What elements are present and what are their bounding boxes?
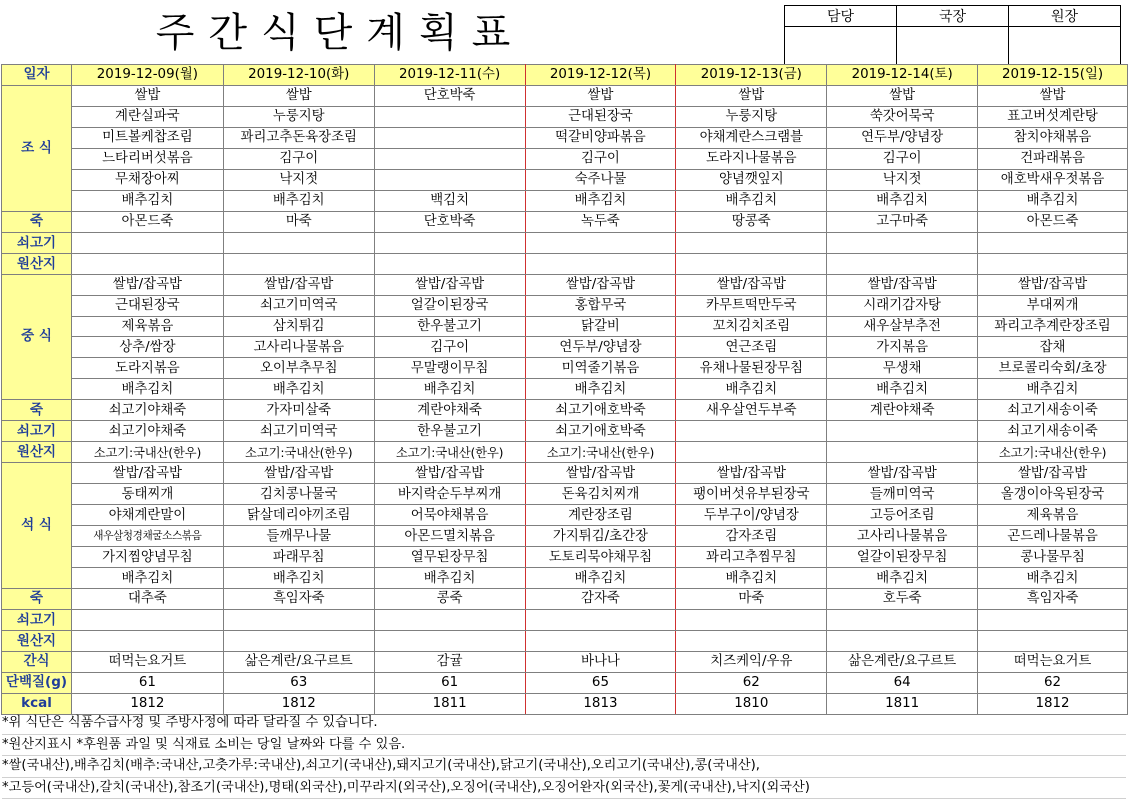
breakfast-origin-row	[2, 232, 1128, 253]
menu-cell: 계란장조림	[525, 505, 676, 526]
menu-cell: 백김치	[374, 190, 525, 211]
menu-cell: 쌀밥/잡곡밥	[827, 463, 978, 484]
origin-label-origin: 원산지	[2, 253, 72, 274]
date-cell: 2019-12-13(금)	[676, 65, 827, 86]
menu-cell: 낙지젓	[223, 169, 374, 190]
menu-cell: 배추김치	[525, 568, 676, 589]
date-cell: 2019-12-14(토)	[827, 65, 978, 86]
porridge-label: 죽	[2, 211, 72, 232]
menu-cell: 쌀밥	[827, 85, 978, 106]
snack-cell: 떠먹는요거트	[978, 651, 1128, 672]
menu-cell: 배추김치	[71, 379, 223, 400]
protein-cell: 65	[525, 672, 676, 693]
breakfast-row	[2, 85, 1128, 106]
note-line: *쌀(국내산),배추김치(배추:국내산,고춧가루:국내산),쇠고기(국내산),돼지고기(국내산),닭고기(국내산),오리고기(국내산),콩(국내산),	[2, 756, 1126, 778]
origin-source-cell	[827, 442, 978, 463]
porridge-cell: 마죽	[676, 589, 827, 610]
empty-cell	[676, 609, 827, 630]
empty-cell	[827, 609, 978, 630]
porridge-cell: 흑임자죽	[978, 589, 1128, 610]
date-cell: 2019-12-11(수)	[374, 65, 525, 86]
menu-cell: 도라지볶음	[71, 358, 223, 379]
menu-cell: 쌀밥/잡곡밥	[525, 274, 676, 295]
weekly-menu-table	[1, 64, 1128, 715]
origin-dish-cell	[827, 421, 978, 442]
menu-cell: 한우불고기	[374, 316, 525, 337]
snack-cell: 감귤	[374, 651, 525, 672]
porridge-cell: 계란야채죽	[374, 400, 525, 421]
menu-cell: 홍합무국	[525, 295, 676, 316]
menu-cell: 상추/쌈장	[71, 337, 223, 358]
menu-cell: 가지찜양념무침	[71, 547, 223, 568]
menu-cell: 올갱이아욱된장국	[978, 484, 1128, 505]
menu-cell: 참치야채볶음	[978, 127, 1128, 148]
menu-cell: 낙지젓	[827, 169, 978, 190]
porridge-cell: 흑임자죽	[223, 589, 374, 610]
kcal-row	[2, 693, 1128, 714]
dinner-row	[2, 547, 1128, 568]
menu-cell: 배추김치	[676, 379, 827, 400]
origin-source-cell: 소고기:국내산(한우)	[525, 442, 676, 463]
porridge-cell: 콩죽	[374, 589, 525, 610]
kcal-cell: 1811	[374, 693, 525, 714]
menu-cell: 애호박새우젓볶음	[978, 169, 1128, 190]
porridge-cell: 녹두죽	[525, 211, 676, 232]
porridge-cell: 가자미살죽	[223, 400, 374, 421]
approval-label-director: 국장	[897, 6, 1009, 27]
menu-cell: 쌀밥/잡곡밥	[374, 463, 525, 484]
menu-cell: 감자조림	[676, 526, 827, 547]
menu-cell: 배추김치	[525, 379, 676, 400]
origin-label-beef: 쇠고기	[2, 421, 72, 442]
menu-cell: 김구이	[223, 148, 374, 169]
empty-cell	[525, 253, 676, 274]
menu-cell: 배추김치	[223, 379, 374, 400]
kcal-cell: 1812	[978, 693, 1128, 714]
menu-cell: 쌀밥/잡곡밥	[223, 463, 374, 484]
breakfast-row	[2, 127, 1128, 148]
notes	[2, 713, 1126, 799]
empty-cell	[223, 232, 374, 253]
menu-cell: 곤드레나물볶음	[978, 526, 1128, 547]
date-cell: 2019-12-09(월)	[71, 65, 223, 86]
menu-cell: 배추김치	[374, 379, 525, 400]
approval-label-head: 원장	[1009, 6, 1121, 27]
origin-label-beef: 쇠고기	[2, 232, 72, 253]
empty-cell	[978, 232, 1128, 253]
porridge-cell: 호두죽	[827, 589, 978, 610]
menu-cell: 배추김치	[676, 190, 827, 211]
menu-cell: 양념깻잎지	[676, 169, 827, 190]
dinner-porridge-row	[2, 589, 1128, 610]
dinner-row	[2, 484, 1128, 505]
dinner-origin-row	[2, 609, 1128, 630]
menu-cell: 야채계란말이	[71, 505, 223, 526]
porridge-cell: 계란야채죽	[827, 400, 978, 421]
snack-cell: 치즈케익/우유	[676, 651, 827, 672]
empty-cell	[71, 630, 223, 651]
dinner-row	[2, 505, 1128, 526]
menu-cell: 계란실파국	[71, 106, 223, 127]
menu-cell: 김치콩나물국	[223, 484, 374, 505]
protein-cell: 61	[71, 672, 223, 693]
empty-cell	[978, 253, 1128, 274]
menu-cell: 도토리묵야채무침	[525, 547, 676, 568]
breakfast-row	[2, 106, 1128, 127]
porridge-cell: 아몬드죽	[71, 211, 223, 232]
empty-cell	[223, 253, 374, 274]
approval-box	[784, 5, 1121, 65]
menu-cell: 두부구이/양념장	[676, 505, 827, 526]
menu-cell: 배추김치	[223, 568, 374, 589]
menu-cell: 근대된장국	[525, 106, 676, 127]
menu-cell: 들깨미역국	[827, 484, 978, 505]
menu-cell: 쌀밥/잡곡밥	[827, 274, 978, 295]
menu-cell: 가지볶음	[827, 337, 978, 358]
menu-cell: 무말랭이무침	[374, 358, 525, 379]
menu-cell: 바지락순두부찌개	[374, 484, 525, 505]
menu-cell: 얼갈이된장국	[374, 295, 525, 316]
menu-cell: 쌀밥	[71, 85, 223, 106]
menu-cell: 쌀밥	[223, 85, 374, 106]
porridge-cell: 단호박죽	[374, 211, 525, 232]
lunch-row	[2, 295, 1128, 316]
snack-cell: 바나나	[525, 651, 676, 672]
porridge-label: 죽	[2, 400, 72, 421]
menu-cell: 배추김치	[978, 190, 1128, 211]
lunch-row	[2, 274, 1128, 295]
menu-cell: 고등어조림	[827, 505, 978, 526]
empty-cell	[827, 630, 978, 651]
protein-cell: 61	[374, 672, 525, 693]
menu-cell: 시래기감자탕	[827, 295, 978, 316]
empty-cell	[71, 609, 223, 630]
origin-dish-cell: 한우불고기	[374, 421, 525, 442]
origin-dish-cell: 쇠고기미역국	[223, 421, 374, 442]
dinner-row	[2, 463, 1128, 484]
menu-cell	[374, 169, 525, 190]
snack-cell: 떠먹는요거트	[71, 651, 223, 672]
menu-cell: 꽈리고추돈육장조림	[223, 127, 374, 148]
origin-source-cell: 소고기:국내산(한우)	[223, 442, 374, 463]
menu-cell: 유채나물된장무침	[676, 358, 827, 379]
lunch-label: 중 식	[2, 274, 72, 400]
approval-sign-director	[897, 27, 1009, 65]
menu-cell: 파래무침	[223, 547, 374, 568]
menu-cell: 새우살부추전	[827, 316, 978, 337]
menu-cell: 아몬드멸치볶음	[374, 526, 525, 547]
snack-row	[2, 651, 1128, 672]
menu-cell: 부대찌개	[978, 295, 1128, 316]
lunch-origin-row	[2, 442, 1128, 463]
menu-cell: 닭갈비	[525, 316, 676, 337]
porridge-cell: 고구마죽	[827, 211, 978, 232]
breakfast-row	[2, 169, 1128, 190]
menu-cell: 들깨무나물	[223, 526, 374, 547]
menu-cell: 배추김치	[978, 379, 1128, 400]
menu-cell: 제육볶음	[978, 505, 1128, 526]
menu-cell: 열무된장무침	[374, 547, 525, 568]
menu-cell: 쌀밥/잡곡밥	[525, 463, 676, 484]
menu-cell: 배추김치	[978, 568, 1128, 589]
menu-cell: 떡갈비양파볶음	[525, 127, 676, 148]
dinner-row	[2, 526, 1128, 547]
breakfast-label: 조 식	[2, 85, 72, 211]
protein-cell: 62	[676, 672, 827, 693]
empty-cell	[374, 253, 525, 274]
menu-cell: 쇠고기미역국	[223, 295, 374, 316]
snack-label: 간식	[2, 651, 72, 672]
menu-cell: 꽈리고추계란장조림	[978, 316, 1128, 337]
menu-cell: 김구이	[525, 148, 676, 169]
approval-sign-head	[1009, 27, 1121, 65]
lunch-row	[2, 379, 1128, 400]
note-line: *원산지표시 *후원품 과일 및 식재료 소비는 당일 날짜와 다를 수 있음.	[2, 735, 1126, 757]
kcal-cell: 1812	[71, 693, 223, 714]
menu-cell: 단호박죽	[374, 85, 525, 106]
menu-cell: 배추김치	[827, 190, 978, 211]
menu-cell: 카무트떡만두국	[676, 295, 827, 316]
lunch-row	[2, 337, 1128, 358]
menu-cell: 배추김치	[374, 568, 525, 589]
menu-cell: 미트볼케찹조림	[71, 127, 223, 148]
empty-cell	[676, 630, 827, 651]
dinner-label: 석 식	[2, 463, 72, 589]
menu-cell: 근대된장국	[71, 295, 223, 316]
origin-label-origin: 원산지	[2, 442, 72, 463]
lunch-porridge-row	[2, 400, 1128, 421]
kcal-cell: 1812	[223, 693, 374, 714]
menu-cell: 도라지나물볶음	[676, 148, 827, 169]
menu-cell: 배추김치	[827, 379, 978, 400]
menu-cell: 제육볶음	[71, 316, 223, 337]
date-cell: 2019-12-12(목)	[525, 65, 676, 86]
origin-dish-cell: 쇠고기야채죽	[71, 421, 223, 442]
dinner-origin-row	[2, 630, 1128, 651]
menu-cell: 쌀밥/잡곡밥	[676, 463, 827, 484]
menu-cell: 표고버섯계란탕	[978, 106, 1128, 127]
menu-cell	[374, 106, 525, 127]
menu-cell	[374, 148, 525, 169]
kcal-cell: 1813	[525, 693, 676, 714]
empty-cell	[525, 609, 676, 630]
origin-dish-cell: 쇠고기애호박죽	[525, 421, 676, 442]
porridge-cell: 새우살연두부죽	[676, 400, 827, 421]
menu-cell: 배추김치	[71, 568, 223, 589]
empty-cell	[978, 609, 1128, 630]
kcal-label: kcal	[2, 693, 72, 714]
menu-cell: 미역줄기볶음	[525, 358, 676, 379]
menu-cell: 브로콜리숙회/초장	[978, 358, 1128, 379]
porridge-cell: 쇠고기야채죽	[71, 400, 223, 421]
menu-cell: 누룽지탕	[223, 106, 374, 127]
origin-source-cell: 소고기:국내산(한우)	[71, 442, 223, 463]
menu-cell: 무생채	[827, 358, 978, 379]
kcal-cell: 1810	[676, 693, 827, 714]
menu-cell: 삼치튀김	[223, 316, 374, 337]
menu-cell: 가지튀김/초간장	[525, 526, 676, 547]
menu-cell: 오이부추무침	[223, 358, 374, 379]
date-row	[2, 65, 1128, 86]
origin-label-origin: 원산지	[2, 630, 72, 651]
menu-cell: 쌀밥/잡곡밥	[71, 463, 223, 484]
porridge-cell: 쇠고기새송이죽	[978, 400, 1128, 421]
menu-cell: 연근조림	[676, 337, 827, 358]
menu-cell: 누룽지탕	[676, 106, 827, 127]
breakfast-origin-row	[2, 253, 1128, 274]
porridge-cell: 아몬드죽	[978, 211, 1128, 232]
menu-cell: 고사리나물볶음	[223, 337, 374, 358]
empty-cell	[978, 630, 1128, 651]
empty-cell	[71, 253, 223, 274]
empty-cell	[525, 630, 676, 651]
kcal-cell: 1811	[827, 693, 978, 714]
empty-cell	[676, 232, 827, 253]
lunch-row	[2, 316, 1128, 337]
menu-cell: 동태찌개	[71, 484, 223, 505]
menu-cell: 쑥갓어묵국	[827, 106, 978, 127]
menu-cell: 팽이버섯유부된장국	[676, 484, 827, 505]
menu-cell: 쌀밥/잡곡밥	[978, 274, 1128, 295]
origin-dish-cell: 쇠고기새송이죽	[978, 421, 1128, 442]
menu-cell: 연두부/양념장	[525, 337, 676, 358]
menu-cell: 배추김치	[223, 190, 374, 211]
porridge-cell: 감자죽	[525, 589, 676, 610]
approval-label-staff: 담당	[785, 6, 897, 27]
date-cell: 2019-12-15(일)	[978, 65, 1128, 86]
menu-cell	[374, 127, 525, 148]
breakfast-row	[2, 148, 1128, 169]
date-cell: 2019-12-10(화)	[223, 65, 374, 86]
menu-cell: 배추김치	[71, 190, 223, 211]
menu-cell: 배추김치	[525, 190, 676, 211]
note-line: *고등어(국내산),갈치(국내산),참조기(국내산),명태(외국산),미꾸라지(외국산),오징어(국내산),오징어완자(외국산),꽃게(국내산),낙지(외국산)	[2, 778, 1126, 799]
menu-cell: 야채계란스크램블	[676, 127, 827, 148]
menu-cell: 얼갈이된장무침	[827, 547, 978, 568]
protein-label: 단백질(g)	[2, 672, 72, 693]
menu-cell: 쌀밥/잡곡밥	[978, 463, 1128, 484]
page-title: 주간식단계획표	[60, 4, 620, 62]
menu-cell: 숙주나물	[525, 169, 676, 190]
breakfast-porridge-row	[2, 211, 1128, 232]
menu-cell: 꼬치김치조림	[676, 316, 827, 337]
protein-cell: 63	[223, 672, 374, 693]
menu-cell: 배추김치	[676, 568, 827, 589]
approval-sign-staff	[785, 27, 897, 65]
menu-cell: 김구이	[827, 148, 978, 169]
empty-cell	[827, 253, 978, 274]
menu-cell: 어묵야채볶음	[374, 505, 525, 526]
empty-cell	[374, 630, 525, 651]
menu-cell: 쌀밥/잡곡밥	[223, 274, 374, 295]
empty-cell	[525, 232, 676, 253]
menu-cell: 쌀밥	[978, 85, 1128, 106]
menu-cell: 느타리버섯볶음	[71, 148, 223, 169]
lunch-row	[2, 358, 1128, 379]
empty-cell	[223, 609, 374, 630]
menu-cell: 무채장아찌	[71, 169, 223, 190]
lunch-origin-row	[2, 421, 1128, 442]
origin-label-beef: 쇠고기	[2, 609, 72, 630]
menu-cell: 잡채	[978, 337, 1128, 358]
menu-cell: 쌀밥/잡곡밥	[71, 274, 223, 295]
menu-cell: 콩나물무침	[978, 547, 1128, 568]
porridge-cell: 땅콩죽	[676, 211, 827, 232]
menu-cell: 꽈리고추찜무침	[676, 547, 827, 568]
empty-cell	[374, 609, 525, 630]
snack-cell: 삶은계란/요구르트	[223, 651, 374, 672]
empty-cell	[374, 232, 525, 253]
menu-cell: 쌀밥	[676, 85, 827, 106]
protein-cell: 62	[978, 672, 1128, 693]
menu-cell: 쌀밥/잡곡밥	[374, 274, 525, 295]
origin-source-cell: 소고기:국내산(한우)	[374, 442, 525, 463]
menu-cell: 연두부/양념장	[827, 127, 978, 148]
dinner-row	[2, 568, 1128, 589]
menu-cell: 쌀밥/잡곡밥	[676, 274, 827, 295]
empty-cell	[71, 232, 223, 253]
porridge-cell: 쇠고기애호박죽	[525, 400, 676, 421]
origin-dish-cell	[676, 421, 827, 442]
menu-cell: 건파래볶음	[978, 148, 1128, 169]
menu-cell: 배추김치	[827, 568, 978, 589]
menu-cell: 김구이	[374, 337, 525, 358]
porridge-cell: 마죽	[223, 211, 374, 232]
menu-cell: 돈육김치찌개	[525, 484, 676, 505]
empty-cell	[676, 253, 827, 274]
menu-cell: 쌀밥	[525, 85, 676, 106]
empty-cell	[827, 232, 978, 253]
menu-cell: 닭살데리야끼조림	[223, 505, 374, 526]
porridge-label: 죽	[2, 589, 72, 610]
menu-cell: 새우살청경채굴소스볶음	[71, 526, 223, 547]
breakfast-row	[2, 190, 1128, 211]
protein-cell: 64	[827, 672, 978, 693]
protein-row	[2, 672, 1128, 693]
origin-source-cell: 소고기:국내산(한우)	[978, 442, 1128, 463]
date-label: 일자	[2, 65, 72, 86]
note-line: *위 식단은 식품수급사정 및 주방사정에 따라 달라질 수 있습니다.	[2, 713, 1126, 735]
origin-source-cell	[676, 442, 827, 463]
porridge-cell: 대추죽	[71, 589, 223, 610]
empty-cell	[223, 630, 374, 651]
snack-cell: 삶은계란/요구르트	[827, 651, 978, 672]
menu-cell: 고사리나물볶음	[827, 526, 978, 547]
